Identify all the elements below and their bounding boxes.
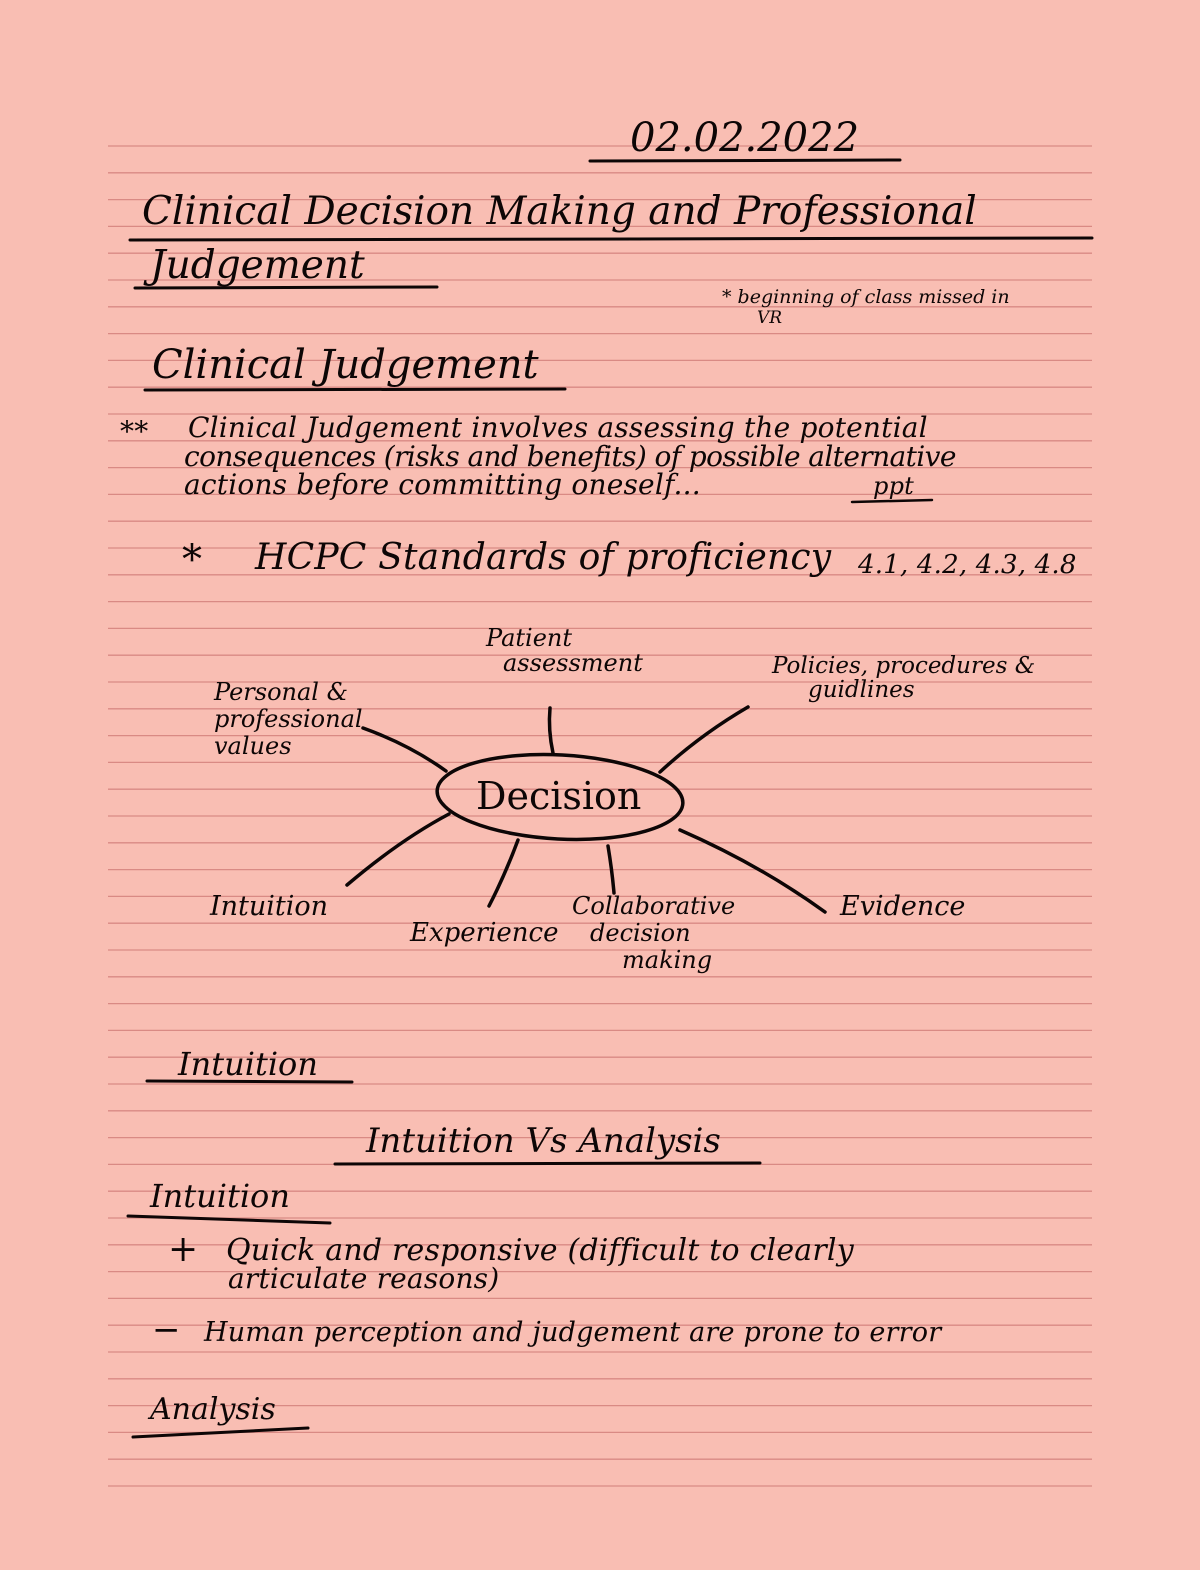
node-personal-line-3: values: [214, 732, 292, 760]
definition-source: ppt: [873, 472, 914, 500]
hcpc-note-text: HCPC Standards of proficiency: [255, 537, 832, 578]
spoke-personal-values: [363, 728, 446, 771]
clinical-judgement-heading: Clinical Judgement: [152, 342, 539, 388]
plus-line-2: articulate reasons): [228, 1262, 500, 1295]
node-personal-line-1: Personal &: [214, 678, 348, 706]
date: 02.02.2022: [630, 115, 860, 161]
spoke-intuition: [347, 814, 449, 885]
minus-sign: −: [152, 1310, 181, 1350]
definition-bullet: **: [120, 415, 149, 448]
node-patient-line-1: Patient: [486, 624, 573, 652]
spoke-collaborative: [608, 846, 614, 893]
node-collaborative-line-1: Collaborative: [572, 892, 736, 920]
spoke-patient-assessment: [549, 708, 553, 753]
comparison-intuition-label: Intuition: [150, 1177, 290, 1215]
hcpc-star-icon: *: [182, 537, 203, 583]
spoke-policies: [660, 707, 748, 772]
decision-center-label: Decision: [476, 774, 642, 818]
intuition-heading: Intuition: [178, 1045, 318, 1083]
node-policies-line-1: Policies, procedures &: [772, 653, 1036, 679]
node-policies-line-2: guidlines: [808, 677, 915, 703]
node-collaborative-line-2: decision: [590, 919, 691, 947]
node-personal-line-2: professional: [214, 705, 363, 733]
node-evidence: Evidence: [840, 891, 966, 922]
side-note-line-2: VR: [757, 308, 783, 328]
definition-line-1: Clinical Judgement involves assessing the potential: [188, 411, 928, 444]
definition-line-2: consequences (risks and benefits) of possible alternative: [184, 440, 956, 473]
hcpc-note-refs: 4.1, 4.2, 4.3, 4.8: [858, 550, 1077, 580]
minus-text: Human perception and judgement are prone to error: [204, 1317, 942, 1348]
node-intuition: Intuition: [210, 891, 329, 922]
node-patient-line-2: assessment: [503, 649, 643, 677]
definition-line-3: actions before committing oneself...: [184, 468, 701, 501]
spoke-experience: [489, 840, 518, 906]
node-experience: Experience: [410, 918, 559, 948]
analysis-label: Analysis: [150, 1392, 276, 1427]
side-note-line-1: * beginning of class missed in: [722, 286, 1010, 308]
node-collaborative-line-3: making: [622, 946, 713, 974]
plus-line-1: Quick and responsive (difficult to clearly: [226, 1233, 854, 1268]
page-title-line-2: Judgement: [150, 243, 365, 288]
page-title-line-1: Clinical Decision Making and Professional: [142, 189, 977, 234]
comparison-heading: Intuition Vs Analysis: [366, 1121, 721, 1161]
plus-sign: +: [168, 1229, 199, 1270]
